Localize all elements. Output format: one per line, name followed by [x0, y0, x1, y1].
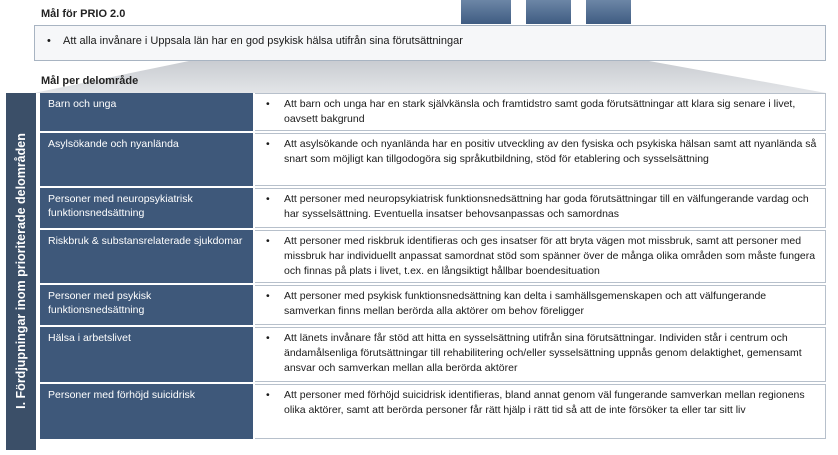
bullet: • [266, 98, 270, 110]
bullet: • [266, 389, 270, 401]
bullet: • [266, 290, 270, 302]
row-category: Personer med förhöjd suicidrisk [40, 384, 253, 439]
goal-text: Att alla invånare i Uppsala län har en god psykisk hälsa utifrån sina förutsättningar [63, 35, 463, 47]
table-row [40, 188, 826, 230]
row-description-text: Att personer med neuropsykiatrisk funktionsnedsättning har goda förutsättningar till en välfungerande vardag och har sysselsättning. Eventuella insatser behovsanpassas och samordnas [284, 193, 809, 220]
decor-tile [526, 0, 571, 24]
row-category: Asylsökande och nyanlända [40, 133, 253, 186]
table-row [40, 327, 826, 384]
table-row [40, 285, 826, 327]
row-category: Riskbruk & substansrelaterade sjukdomar [40, 230, 253, 283]
goal-box [34, 25, 826, 61]
row-category: Barn och unga [40, 93, 253, 131]
row-description-text: Att asylsökande och nyanlända har en positiv utveckling av den fysiska och psykiska hälsan samt att nyanlända så snart som möjligt kan tillgodogöra sig språkutbildning, stöd för etablering och sysselsättning [284, 138, 817, 165]
row-category: Hälsa i arbetslivet [40, 327, 253, 382]
decor-tile [586, 0, 631, 24]
table-row [40, 384, 826, 441]
row-description-text: Att länets invånare får stöd att hitta en sysselsättning utifrån sina förutsättningar. Individen står i centrum och ändamålsenliga förutsättningar till rehabilitering och/eller sysselsättning uppnås genom delaktighet, gemensamt ansvar och samverkan mellan alla berörda aktörer [284, 332, 802, 374]
row-description [255, 230, 826, 283]
row-description [255, 285, 826, 325]
bullet: • [266, 235, 270, 247]
funnel-connector [34, 61, 826, 93]
row-description [255, 93, 826, 131]
goals-table [40, 93, 826, 441]
decor-tile [461, 0, 511, 24]
bullet: • [266, 193, 270, 205]
row-category: Personer med psykisk funktionsnedsättning [40, 285, 253, 325]
bullet: • [266, 138, 270, 150]
header-decoration [461, 0, 631, 24]
row-description-text: Att personer med förhöjd suicidrisk identifieras, bland annat genom väl fungerande samverkan mellan regionens olika aktörer, samt att berörda personer får rätt hjälp i rätt tid så att de inte försöker ta eller tar sitt liv [284, 389, 805, 416]
row-description-text: Att barn och unga har en stark självkänsla och framtidstro samt goda förutsättningar att klara sig senare i livet, oavsett bakgrund [284, 98, 796, 125]
row-description [255, 188, 826, 228]
table-row [40, 93, 826, 133]
side-label: I. Fördjupningar inom prioriterade delområden [14, 133, 28, 409]
row-description-text: Att personer med psykisk funktionsnedsättning kan delta i samhällsgemenskapen och att välfungerande samverkan finns mellan berörda alla aktörer om behov föreligger [284, 290, 767, 317]
funnel-shape [34, 61, 826, 93]
row-category: Personer med neuropsykiatrisk funktionsnedsättning [40, 188, 253, 228]
table-row [40, 133, 826, 188]
bullet: • [47, 35, 51, 47]
goal-item [47, 35, 463, 47]
row-description-text: Att personer med riskbruk identifieras och ges insatser för att bryta vägen mot missbruk, samt att personer med missbruk har individuellt anpassat samordnat stöd som spänner över de många olika områden som måste fungera och finnas på plats i livet, t.ex. en långsiktigt hållbar boendesituation [284, 235, 816, 277]
table-row [40, 230, 826, 285]
subgoal-heading: Mål per delområde [41, 75, 139, 87]
goal-heading: Mål för PRIO 2.0 [41, 8, 126, 20]
row-description [255, 384, 826, 439]
bullet: • [266, 332, 270, 344]
row-description [255, 133, 826, 186]
row-description [255, 327, 826, 382]
